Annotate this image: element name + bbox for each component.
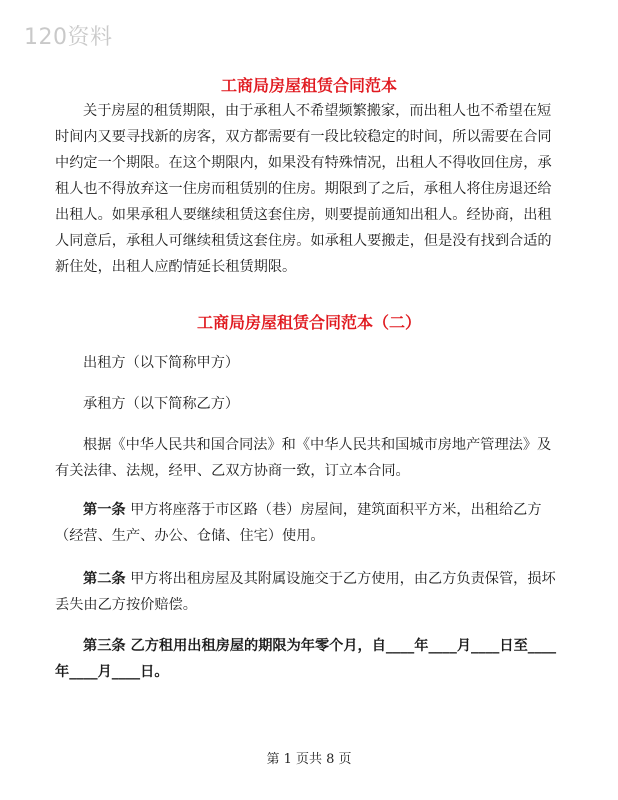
article1-text: 甲方将座落于市区路（巷）房屋间，建筑面积平方米，出租给乙方（经营、生产、办公、仓储、住宅）使用。 <box>55 502 542 544</box>
lessor-line: 出租方（以下简称甲方） <box>83 355 240 371</box>
section1-paragraph: 关于房屋的租赁期限，由于承租人不希望频繁搬家，而出租人也不希望在短时间内又要寻找新的房客，双方都需要有一段比较稳定的时间，所以需要在合同中约定一个期限。在这个期限内，如果没有特殊情况，出租人不得收回住房，承租人也不得放弃这一住房而租赁别的住房。期限到了之后，承租人将住房退还给出租人。如果承租人要继续租赁这套住房，则要提前通知出租人。经协商，出租人同意后，承租人可继续租赁这套住房。如承租人要搬走，但是没有找到合适的新住处，出租人应酌情延长租赁期限。 <box>55 103 552 275</box>
section1-title: 工商局房屋租赁合同范本 <box>220 76 397 95</box>
page-footer: 第 1 页共 8 页 <box>266 752 352 767</box>
article2-paragraph <box>55 566 563 618</box>
article1-label: 第一条 <box>83 502 126 518</box>
section2-title: 工商局房屋租赁合同范本（二） <box>196 313 421 332</box>
article2-text: 甲方将出租房屋及其附属设施交于乙方使用，由乙方负责保管，损坏丢失由乙方按价赔偿。 <box>55 571 556 613</box>
article2-label: 第二条 <box>83 571 126 587</box>
basis-paragraph: 根据《中华人民共和国合同法》和《中华人民共和国城市房地产管理法》及有关法律、法规，经甲、乙双方协商一致，订立本合同。 <box>55 437 552 479</box>
watermark-logo: 120资料 <box>24 25 113 50</box>
article1-paragraph <box>55 497 563 549</box>
lessee-line: 承租方（以下简称乙方） <box>83 396 240 412</box>
article3-paragraph: 第三条 乙方租用出租房屋的期限为年零个月，自____年____月____日至____年____月____日。 <box>55 638 557 680</box>
